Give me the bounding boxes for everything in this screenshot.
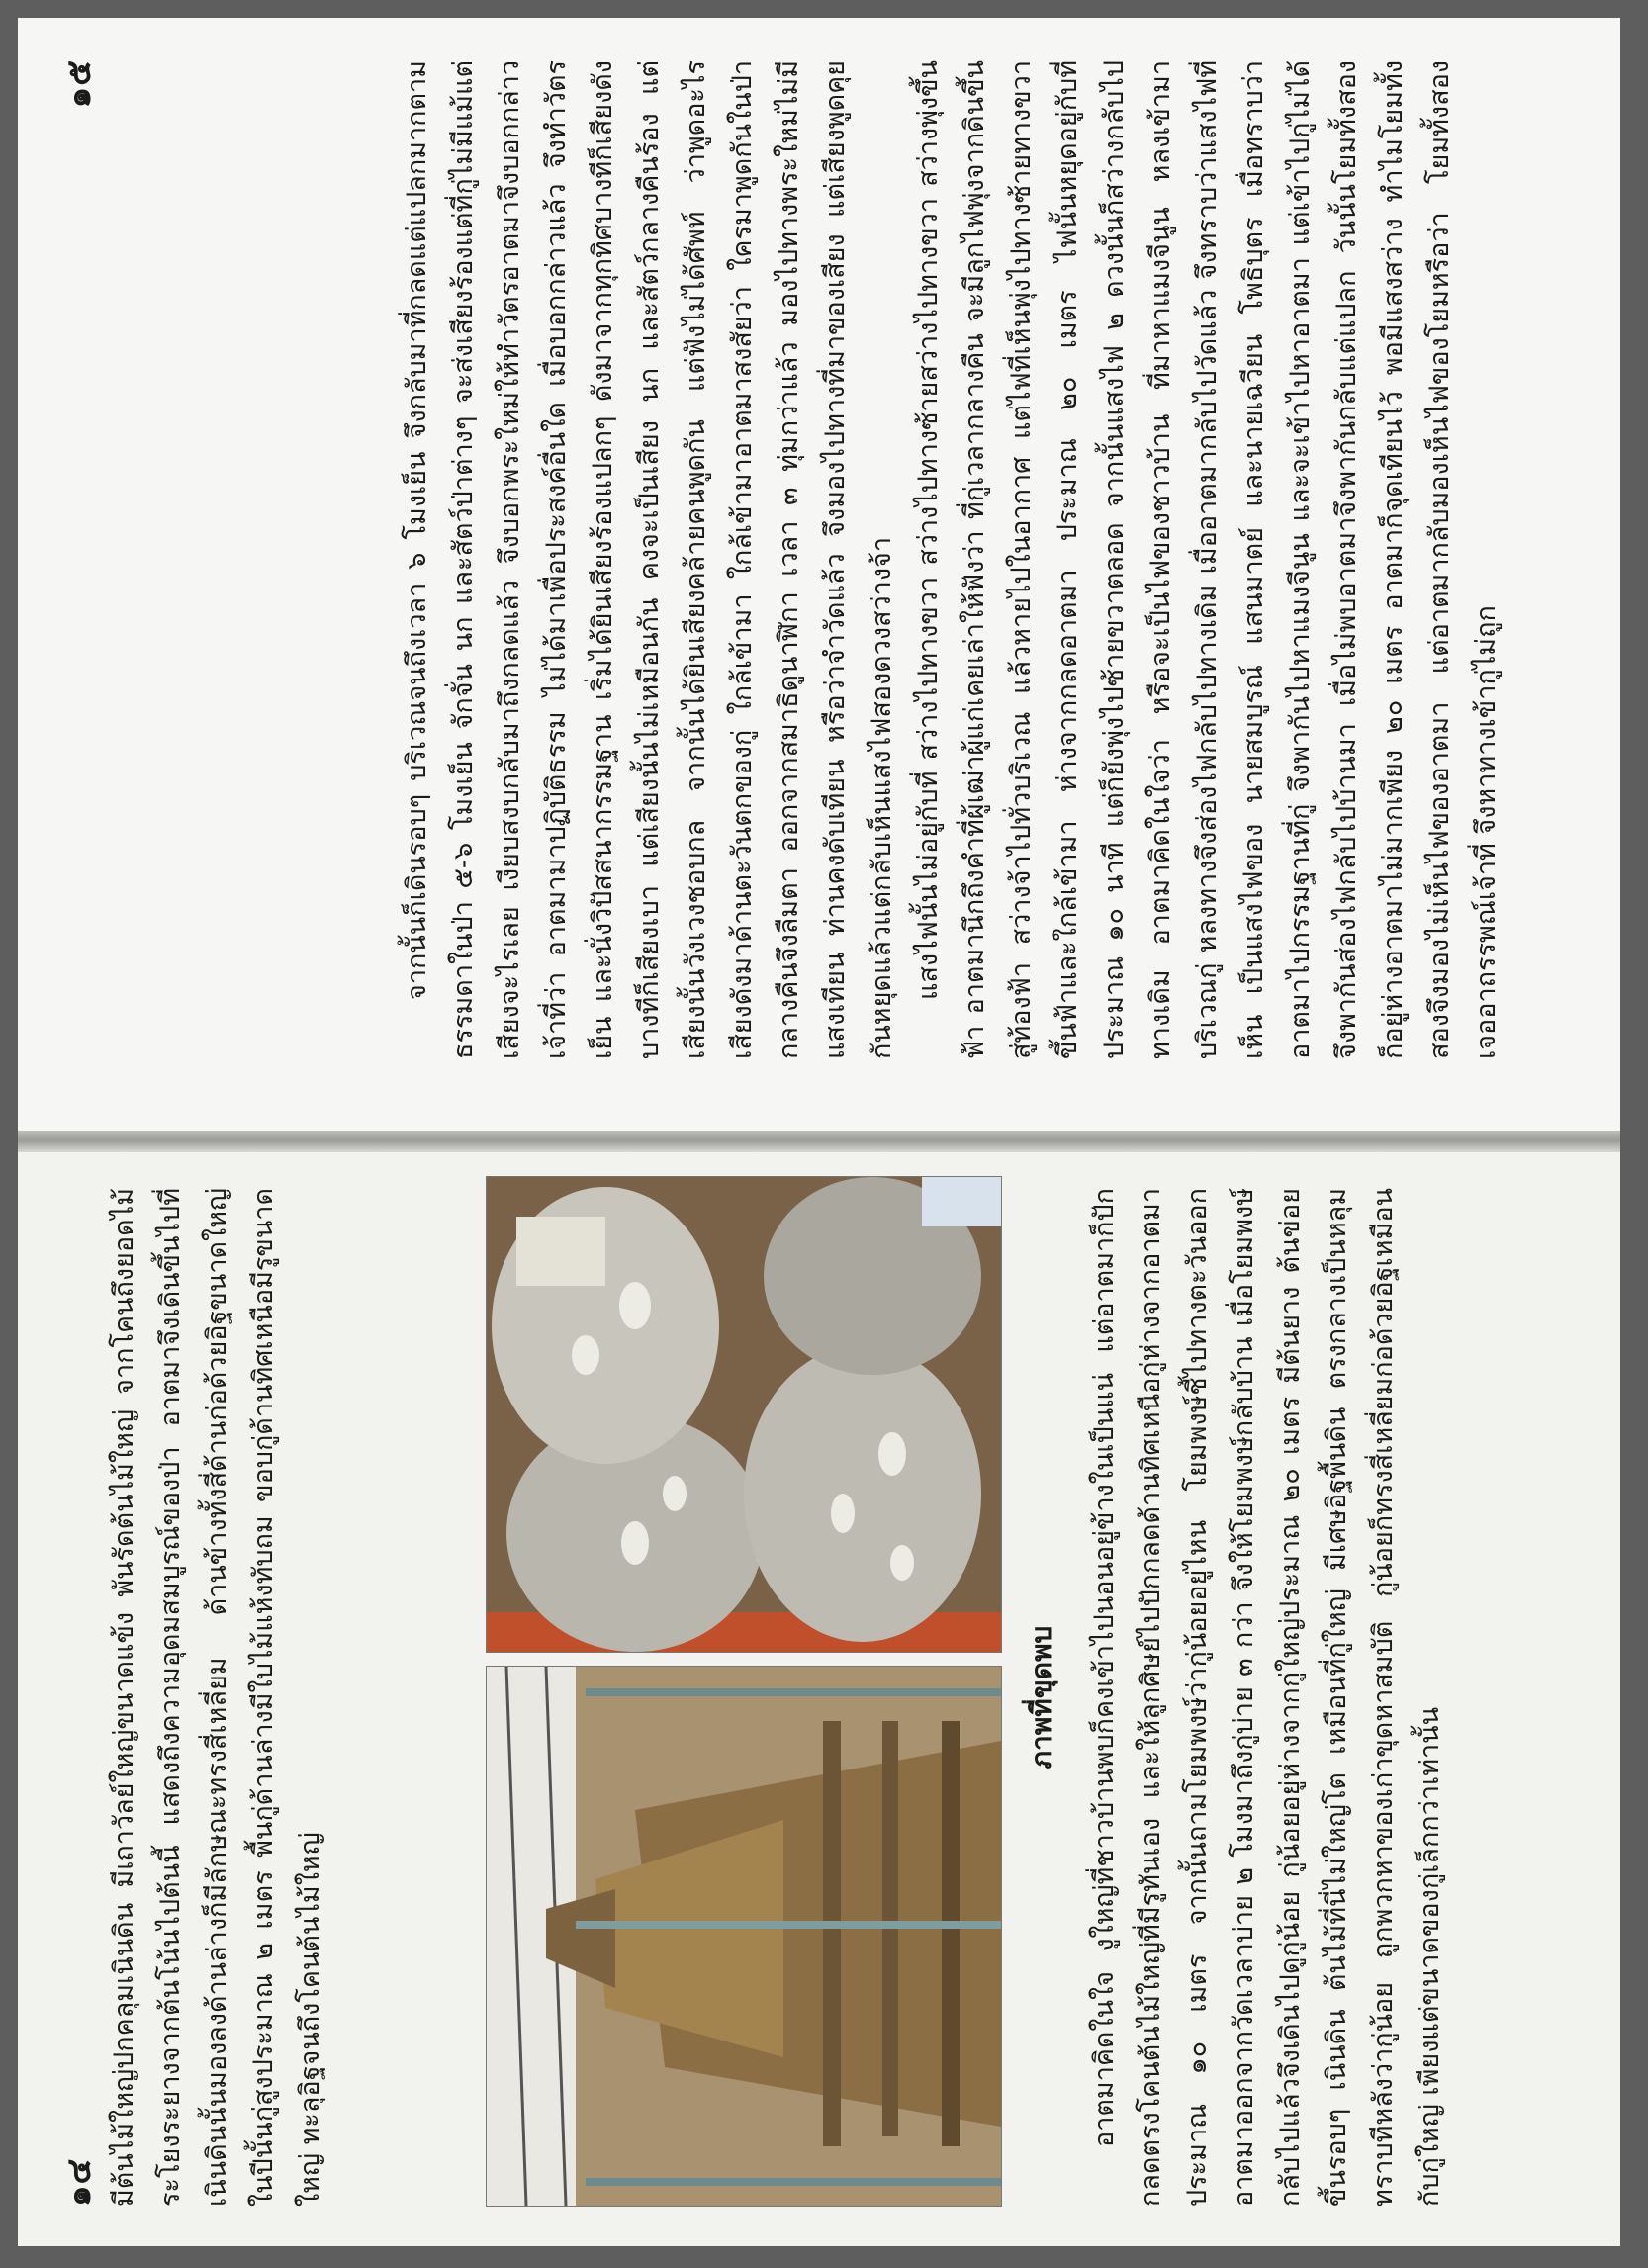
right-page: [18, 18, 1620, 1131]
left-top-text: [101, 1188, 333, 2207]
page-number-right: ๑๕: [59, 59, 99, 109]
paragraph: แสงไฟนั้นไม่อยู่กับที่ สว่างไปทางขวา สว่างไปทางซ้ายสว่างไปทางขวา สว่างพุ่งขึ้นฟ้า อาตมานึกถึงคำที่ผู้เฒ่าผู้แก่เคยเล่าให้ฟังว่า ที่กู่เวลากลางคืน จะมีลูกไฟพุ่งจากดินขึ้นสู่ท้องฟ้า สว่างจ้าไปทั่วบริเวณ แล้วหายไปในอากาศ แต่ไฟที่เห็นพุ่งไปทางซ้ายทางขวา ขึ้นฟ้าและใกล้เข้ามา ห่างจากกลดอาตมา ประมาณ ๒๐ เมตร ไฟนั้นหยุดอยู่กับที่ ประมาณ ๑๐ นาที แต่ก็ยังพุ่งไปซ้ายขวาตลอด จากนั้นแสงไฟ ๒ ดวงนั้นก็สว่างกลับไปทางเดิม อาตมาคิดในใจว่า หรือจะเป็นไฟของชาวบ้าน ที่มาหาแมงจีนูน หลงเข้ามาบริเวณกู่ หลงทางจึงส่องไฟกลับไปทางเดิม เมื่ออาตมากลับไปวัดแล้ว จึงทราบว่าแสงไฟที่เห็น เป็นแสงไฟของ นายสมบูรณ์ แสนมาตย์ และนายเฉวียน โพธิบุตร เมื่อทราบว่าอาตมาไปกรรมฐานที่กู่ จึงพากันไปหาแมงจีนูน และจะเข้าไปหาอาตมา แต่เข้าไปกู่ไม่ได้ จึงพากันส่องไฟกลับไปบ้านมา เมื่อไม่พบอาตมาจึงพากันกลับแต่แปลก วันนั้นโยมทั้งสอง ก็อยู่ห่างอาตมาไม่มากเพียง ๒๐ เมตร อาตมาก็จุดเทียนไว้ พอมีแสงสว่าง ทำไมโยมทั้งสองจึงมองไม่เห็นไฟของอาตมา แต่อาตมากลับมองเห็นไฟของโยมหรือว่า โยมทั้งสองเจออาถรรพณ์เจ้าที่ จึงหาทางเข้ากู่ไม่ถูก: [913, 60, 1502, 1059]
paragraph: จากนั้นก็เดินรอบๆ บริเวณจนถึงเวลา ๖ โมงเย็น จึงกลับมาที่กลดแต่แปลกมากตามธรรมดาในป่า ๕-๖ โมงเย็น จักจั่น นก และสัตว์ป่าต่างๆ จะส่งเสียงร้องแต่ที่กู่ไม่มีแม้แต่เสียงจะไรเลย เงียบสงบกลับมาถึงกลดแล้ว จึงบอกพระใหม่ให้ทำวัตรอาตมาจึงบอกกล่าวเจ้าที่ว่า อาตมามาปฏิบัติธรรม ไม่ได้มาเพื่อประสงค์อื่นใด เมื่อบอกกล่าวแล้ว จึงทำวัตรเย็น และนั่งวิปัสสนากรรมฐาน เริ่มได้ยินเสียงร้องแปลกๆ ดังมาจากทุกทิศบางทีก็เสียงดังบางทีก็เสียงเบา แต่เสียงนั้นไม่เหมือนกัน คงจะเป็นเสียง นก และสัตว์กลางคืนร้อง แต่เสียงนั้นวังเวงชอบกล จากนั้นได้ยินเสียงคล้ายคนพูดกัน แต่ฟังไม่ได้ศัพท์ ว่าพูดอะไร เสียงดังมาด้านตะวันตกของกู่ ใกล้เข้ามา ใกล้เข้ามาอาตมาสงสัยว่า ใครมาพูดกันในป่ากลางคืนจึงลืมตา ออกจากสมาธิดูนาฬิกา เวลา ๓ ทุ่มกว่าแล้ว มองไปทางพระใหม่ไม่มีแสงเทียน ท่านคงดับเทียน หรือว่าจำวัดแล้ว จึงมองไปทางที่มาของเสียง แต่เสียงพูดคุยกันหยุดแล้วแต่กลับเห็นแสงไฟสองดวงสว่างจ้า: [402, 60, 897, 1059]
fossil-image: [487, 1177, 1001, 1652]
stupa-ruin-photo: [486, 1666, 1002, 2207]
fossil-photo: [486, 1176, 1002, 1653]
right-main-text: [394, 60, 1510, 1059]
photo-caption: ภาพที่ขุดพบ: [1025, 1625, 1057, 1769]
photo-row: [486, 1178, 1000, 2207]
left-page: [18, 1148, 1620, 2246]
left-bottom-text: [1081, 1188, 1453, 2207]
stupa-image: [487, 1667, 1001, 2206]
paragraph: อาตมาคิดในใจ งูใหญ่ที่ชาวบ้านพบก็คงเข้าไปนอนอยู่ข้างในเป็นแน่ แต่อาตมาก็ปักกลดตรงโคนต้นไม้ใหญ่ที่มีรูทันเอง และให้ลูกศิษย์ไปปักกลดด้านทิศเหนือกู่ห่างจากอาตมาประมาณ ๑๐ เมตร จากนั้นถามโยมพงษ์ว่ากู่น้อยอยู่ไหน โยมพงษ์ชี้ไปทางตะวันออก อาตมาออกจากวัดเวลาบ่าย ๒ โมงมาถึงกู่บ่าย ๓ กว่า จึงให้โยมพงษ์กลับบ้าน เมื่อโยมพงษ์กลับไปแล้วจึงเดินไปดูกู่น้อย กู่น้อยอยู่ห่างจากกู่ใหญ่ประมาณ ๒๐ เมตร มีต้นยาง ต้นข่อย ขึ้นรอบๆ เนินดิน ต้นไม้ที่นี่ไม่ใหญ่โต เหมือนที่กู่ใหญ่ มีเศษอิฐพื้นดิน ตรงกลางเป็นหลุม ทราบทีหลังว่ากู่น้อย ถูกพวกหาของเก่าขุดหาสมบัติ กู่น้อยก็ทรงสี่เหลี่ยมก่อด้วยอิฐเหมือนกับกู่ใหญ่ เพียงแต่ขนาดของกู่เล็กกว่าเท่านั้น: [1089, 1188, 1445, 2207]
paragraph: มีต้นไม้ใหญ่ปกคลุมเนินดิน มีเถาวัลย์ใหญ่ขนาดแข้ง พันรัดต้นไม้ใหญ่ จากโคนถึงยอดไม้ระโยงระยางจากต้นโน้นไปต้นนี้ แสดงถึงความอุดมสมบูรณ์ของป่า อาตมาจึงเดินขึ้นไปที่เนินดินนั้นมองลงด้านล่างก็มีลักษณะทรงสี่เหลี่ยม ด้านข้างทั้งสี่ด้านก่อด้วยอิฐขนาดใหญ่ ในปีนั้นกู่สูงประมาณ ๒ เมตร พื้นกู่ด้านล่างมีใบไม้แห้งทับถม ขอบกู่ด้านทิศเหนือมีรูขนาดใหญ่ ทะลุอิฐจนถึงโคนต้นไม้ใหญ่: [109, 1188, 325, 2207]
page-number-left: ๑๔: [59, 2157, 99, 2207]
